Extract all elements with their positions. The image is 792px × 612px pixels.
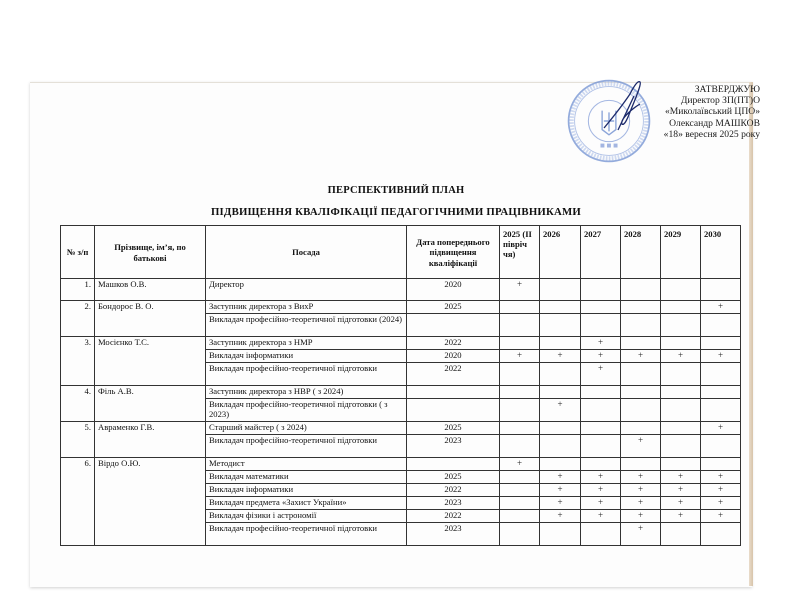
previous-qualification-date xyxy=(407,458,500,471)
plan-mark-2025 xyxy=(500,510,540,523)
plan-mark-2025 xyxy=(500,471,540,484)
plan-mark-2027: + xyxy=(581,337,621,350)
plan-mark-2030 xyxy=(701,337,741,350)
plan-mark-2026 xyxy=(540,386,581,399)
previous-qualification-date: 2022 xyxy=(407,484,500,497)
plan-mark-2025: + xyxy=(500,279,540,301)
header-position: Посада xyxy=(206,226,407,279)
plan-mark-2030 xyxy=(701,435,741,458)
position-title: Директор xyxy=(206,279,407,301)
plan-mark-2026 xyxy=(540,363,581,386)
plan-mark-2027 xyxy=(581,301,621,314)
plan-mark-2025 xyxy=(500,301,540,314)
plan-mark-2029 xyxy=(661,337,701,350)
previous-qualification-date: 2025 xyxy=(407,422,500,435)
plan-mark-2027: + xyxy=(581,497,621,510)
position-title: Заступник директора з НМР xyxy=(206,337,407,350)
plan-mark-2028 xyxy=(621,399,661,422)
plan-mark-2026 xyxy=(540,422,581,435)
plan-mark-2027: + xyxy=(581,363,621,386)
document-title: ПЕРСПЕКТИВНИЙ ПЛАН xyxy=(327,185,465,196)
plan-mark-2029: + xyxy=(661,510,701,523)
plan-mark-2025: + xyxy=(500,350,540,363)
plan-mark-2029 xyxy=(661,314,701,337)
plan-mark-2028 xyxy=(621,386,661,399)
plan-mark-2028: + xyxy=(621,523,661,546)
header-2026: 2026 xyxy=(540,226,581,279)
approval-block xyxy=(640,84,760,140)
plan-mark-2030: + xyxy=(701,471,741,484)
header-2028: 2028 xyxy=(621,226,661,279)
previous-qualification-date xyxy=(407,386,500,399)
plan-mark-2025 xyxy=(500,435,540,458)
row-number: 2. xyxy=(61,301,95,337)
header-name: Прізвище, ім’я, по батькові xyxy=(95,226,206,279)
row-number: 1. xyxy=(61,279,95,301)
position-title: Викладач інформатики xyxy=(206,484,407,497)
plan-mark-2030 xyxy=(701,279,741,301)
plan-mark-2029: + xyxy=(661,471,701,484)
plan-mark-2027: + xyxy=(581,510,621,523)
employee-name: Мосієнко Т.С. xyxy=(95,337,206,386)
svg-text:■ ■ ■: ■ ■ ■ xyxy=(600,142,618,149)
plan-mark-2027: + xyxy=(581,471,621,484)
position-title: Викладач математики xyxy=(206,471,407,484)
plan-mark-2030: + xyxy=(701,301,741,314)
approval-line: Олександр МАШКОВ xyxy=(669,117,760,129)
header-2030: 2030 xyxy=(701,226,741,279)
plan-mark-2026: + xyxy=(540,399,581,422)
plan-mark-2030 xyxy=(701,523,741,546)
plan-mark-2027 xyxy=(581,399,621,422)
plan-mark-2028: + xyxy=(621,497,661,510)
previous-qualification-date: 2022 xyxy=(407,337,500,350)
plan-mark-2025 xyxy=(500,337,540,350)
header-2027: 2027 xyxy=(581,226,621,279)
plan-mark-2025: + xyxy=(500,458,540,471)
position-title: Викладач професійно-теоретичної підготовки xyxy=(206,363,407,386)
page-edge xyxy=(749,82,753,586)
plan-mark-2027 xyxy=(581,386,621,399)
plan-mark-2026: + xyxy=(540,350,581,363)
plan-mark-2026: + xyxy=(540,471,581,484)
plan-mark-2028 xyxy=(621,314,661,337)
position-title: Викладач предмета «Захист України» xyxy=(206,497,407,510)
employee-name: Вірдо О.Ю. xyxy=(95,458,206,546)
employee-name: Бондорос В. О. xyxy=(95,301,206,337)
plan-mark-2029 xyxy=(661,363,701,386)
position-title: Старший майстер ( з 2024) xyxy=(206,422,407,435)
table-row xyxy=(61,337,741,350)
table-row xyxy=(61,422,741,435)
plan-mark-2029: + xyxy=(661,350,701,363)
previous-qualification-date: 2025 xyxy=(407,471,500,484)
plan-mark-2030 xyxy=(701,363,741,386)
approval-line: ЗАТВЕРДЖУЮ xyxy=(694,84,760,95)
previous-qualification-date: 2023 xyxy=(407,497,500,510)
previous-qualification-date: 2020 xyxy=(407,350,500,363)
plan-mark-2025 xyxy=(500,497,540,510)
plan-mark-2026 xyxy=(540,523,581,546)
employee-name: Машков О.В. xyxy=(95,279,206,301)
plan-mark-2029 xyxy=(661,435,701,458)
plan-mark-2025 xyxy=(500,386,540,399)
plan-mark-2025 xyxy=(500,314,540,337)
plan-mark-2029 xyxy=(661,458,701,471)
position-title: Викладач професійно-теоретичної підготовки (2024) xyxy=(206,314,407,337)
approval-line: «Миколаївський ЦПО» xyxy=(664,106,760,118)
header-2029: 2029 xyxy=(661,226,701,279)
plan-mark-2028 xyxy=(621,363,661,386)
plan-mark-2027 xyxy=(581,422,621,435)
table-header-row xyxy=(61,226,741,279)
plan-mark-2025 xyxy=(500,399,540,422)
table-row xyxy=(61,458,741,471)
employee-name: Філь А.В. xyxy=(95,386,206,422)
plan-mark-2026 xyxy=(540,458,581,471)
position-title: Викладач професійно-теоретичної підготовки xyxy=(206,523,407,546)
plan-mark-2029 xyxy=(661,386,701,399)
plan-mark-2029 xyxy=(661,523,701,546)
plan-mark-2029 xyxy=(661,422,701,435)
plan-mark-2026 xyxy=(540,279,581,301)
previous-qualification-date xyxy=(407,399,500,422)
document-subtitle: ПІДВИЩЕННЯ КВАЛІФІКАЦІЇ ПЕДАГОГІЧНИМИ ПРАЦІВНИКАМИ xyxy=(210,206,582,218)
row-number: 6. xyxy=(61,458,95,546)
plan-mark-2027: + xyxy=(581,484,621,497)
plan-mark-2030 xyxy=(701,458,741,471)
qualification-plan-table xyxy=(60,225,741,546)
plan-mark-2025 xyxy=(500,422,540,435)
row-number: 4. xyxy=(61,386,95,422)
position-title: Викладач професійно-теоретичної підготовки xyxy=(206,435,407,458)
previous-qualification-date: 2025 xyxy=(407,301,500,314)
plan-mark-2028: + xyxy=(621,471,661,484)
plan-mark-2028 xyxy=(621,301,661,314)
row-number: 3. xyxy=(61,337,95,386)
position-title: Викладач фізики і астрономії xyxy=(206,510,407,523)
plan-mark-2030 xyxy=(701,314,741,337)
plan-mark-2027 xyxy=(581,435,621,458)
plan-mark-2029 xyxy=(661,279,701,301)
row-number: 5. xyxy=(61,422,95,458)
previous-qualification-date: 2020 xyxy=(407,279,500,301)
plan-mark-2028 xyxy=(621,279,661,301)
plan-mark-2029: + xyxy=(661,497,701,510)
plan-mark-2026: + xyxy=(540,484,581,497)
plan-mark-2030 xyxy=(701,399,741,422)
plan-mark-2029 xyxy=(661,399,701,422)
plan-mark-2028: + xyxy=(621,435,661,458)
plan-mark-2027 xyxy=(581,458,621,471)
employee-name: Авраменко Г.В. xyxy=(95,422,206,458)
plan-mark-2026 xyxy=(540,314,581,337)
header-date: Дата попереднього підвищення кваліфікації xyxy=(407,226,500,279)
plan-mark-2028 xyxy=(621,337,661,350)
plan-mark-2030: + xyxy=(701,350,741,363)
plan-mark-2030: + xyxy=(701,497,741,510)
plan-mark-2026 xyxy=(540,301,581,314)
table-row xyxy=(61,279,741,301)
plan-mark-2030: + xyxy=(701,484,741,497)
position-title: Викладач інформатики xyxy=(206,350,407,363)
plan-mark-2028: + xyxy=(621,510,661,523)
previous-qualification-date xyxy=(407,314,500,337)
plan-mark-2028 xyxy=(621,422,661,435)
plan-mark-2030: + xyxy=(701,510,741,523)
plan-mark-2030: + xyxy=(701,422,741,435)
previous-qualification-date: 2023 xyxy=(407,435,500,458)
plan-mark-2027 xyxy=(581,523,621,546)
plan-mark-2030 xyxy=(701,386,741,399)
plan-mark-2026 xyxy=(540,337,581,350)
header-2025: 2025 (ІІ півріч чя) xyxy=(500,226,540,279)
table-row xyxy=(61,386,741,399)
plan-mark-2029 xyxy=(661,301,701,314)
plan-mark-2028 xyxy=(621,458,661,471)
approval-line: «18» вересня 2025 року xyxy=(663,128,760,140)
previous-qualification-date: 2022 xyxy=(407,510,500,523)
position-title: Методист xyxy=(206,458,407,471)
header-num: № з/п xyxy=(61,226,95,279)
plan-mark-2028: + xyxy=(621,484,661,497)
position-title: Заступник директора з НВР ( з 2024) xyxy=(206,386,407,399)
previous-qualification-date: 2023 xyxy=(407,523,500,546)
plan-mark-2029: + xyxy=(661,484,701,497)
plan-mark-2026 xyxy=(540,435,581,458)
plan-mark-2025 xyxy=(500,363,540,386)
plan-mark-2027 xyxy=(581,279,621,301)
plan-mark-2028: + xyxy=(621,350,661,363)
plan-mark-2026: + xyxy=(540,497,581,510)
plan-mark-2027: + xyxy=(581,350,621,363)
plan-mark-2025 xyxy=(500,523,540,546)
table-row xyxy=(61,301,741,314)
plan-mark-2027 xyxy=(581,314,621,337)
plan-mark-2025 xyxy=(500,484,540,497)
plan-mark-2026: + xyxy=(540,510,581,523)
position-title: Заступник директора з ВихР xyxy=(206,301,407,314)
approval-line: Директор ЗП(ПТ)О xyxy=(680,95,760,107)
previous-qualification-date: 2022 xyxy=(407,363,500,386)
position-title: Викладач професійно-теоретичної підготовки ( з 2023) xyxy=(206,399,407,422)
